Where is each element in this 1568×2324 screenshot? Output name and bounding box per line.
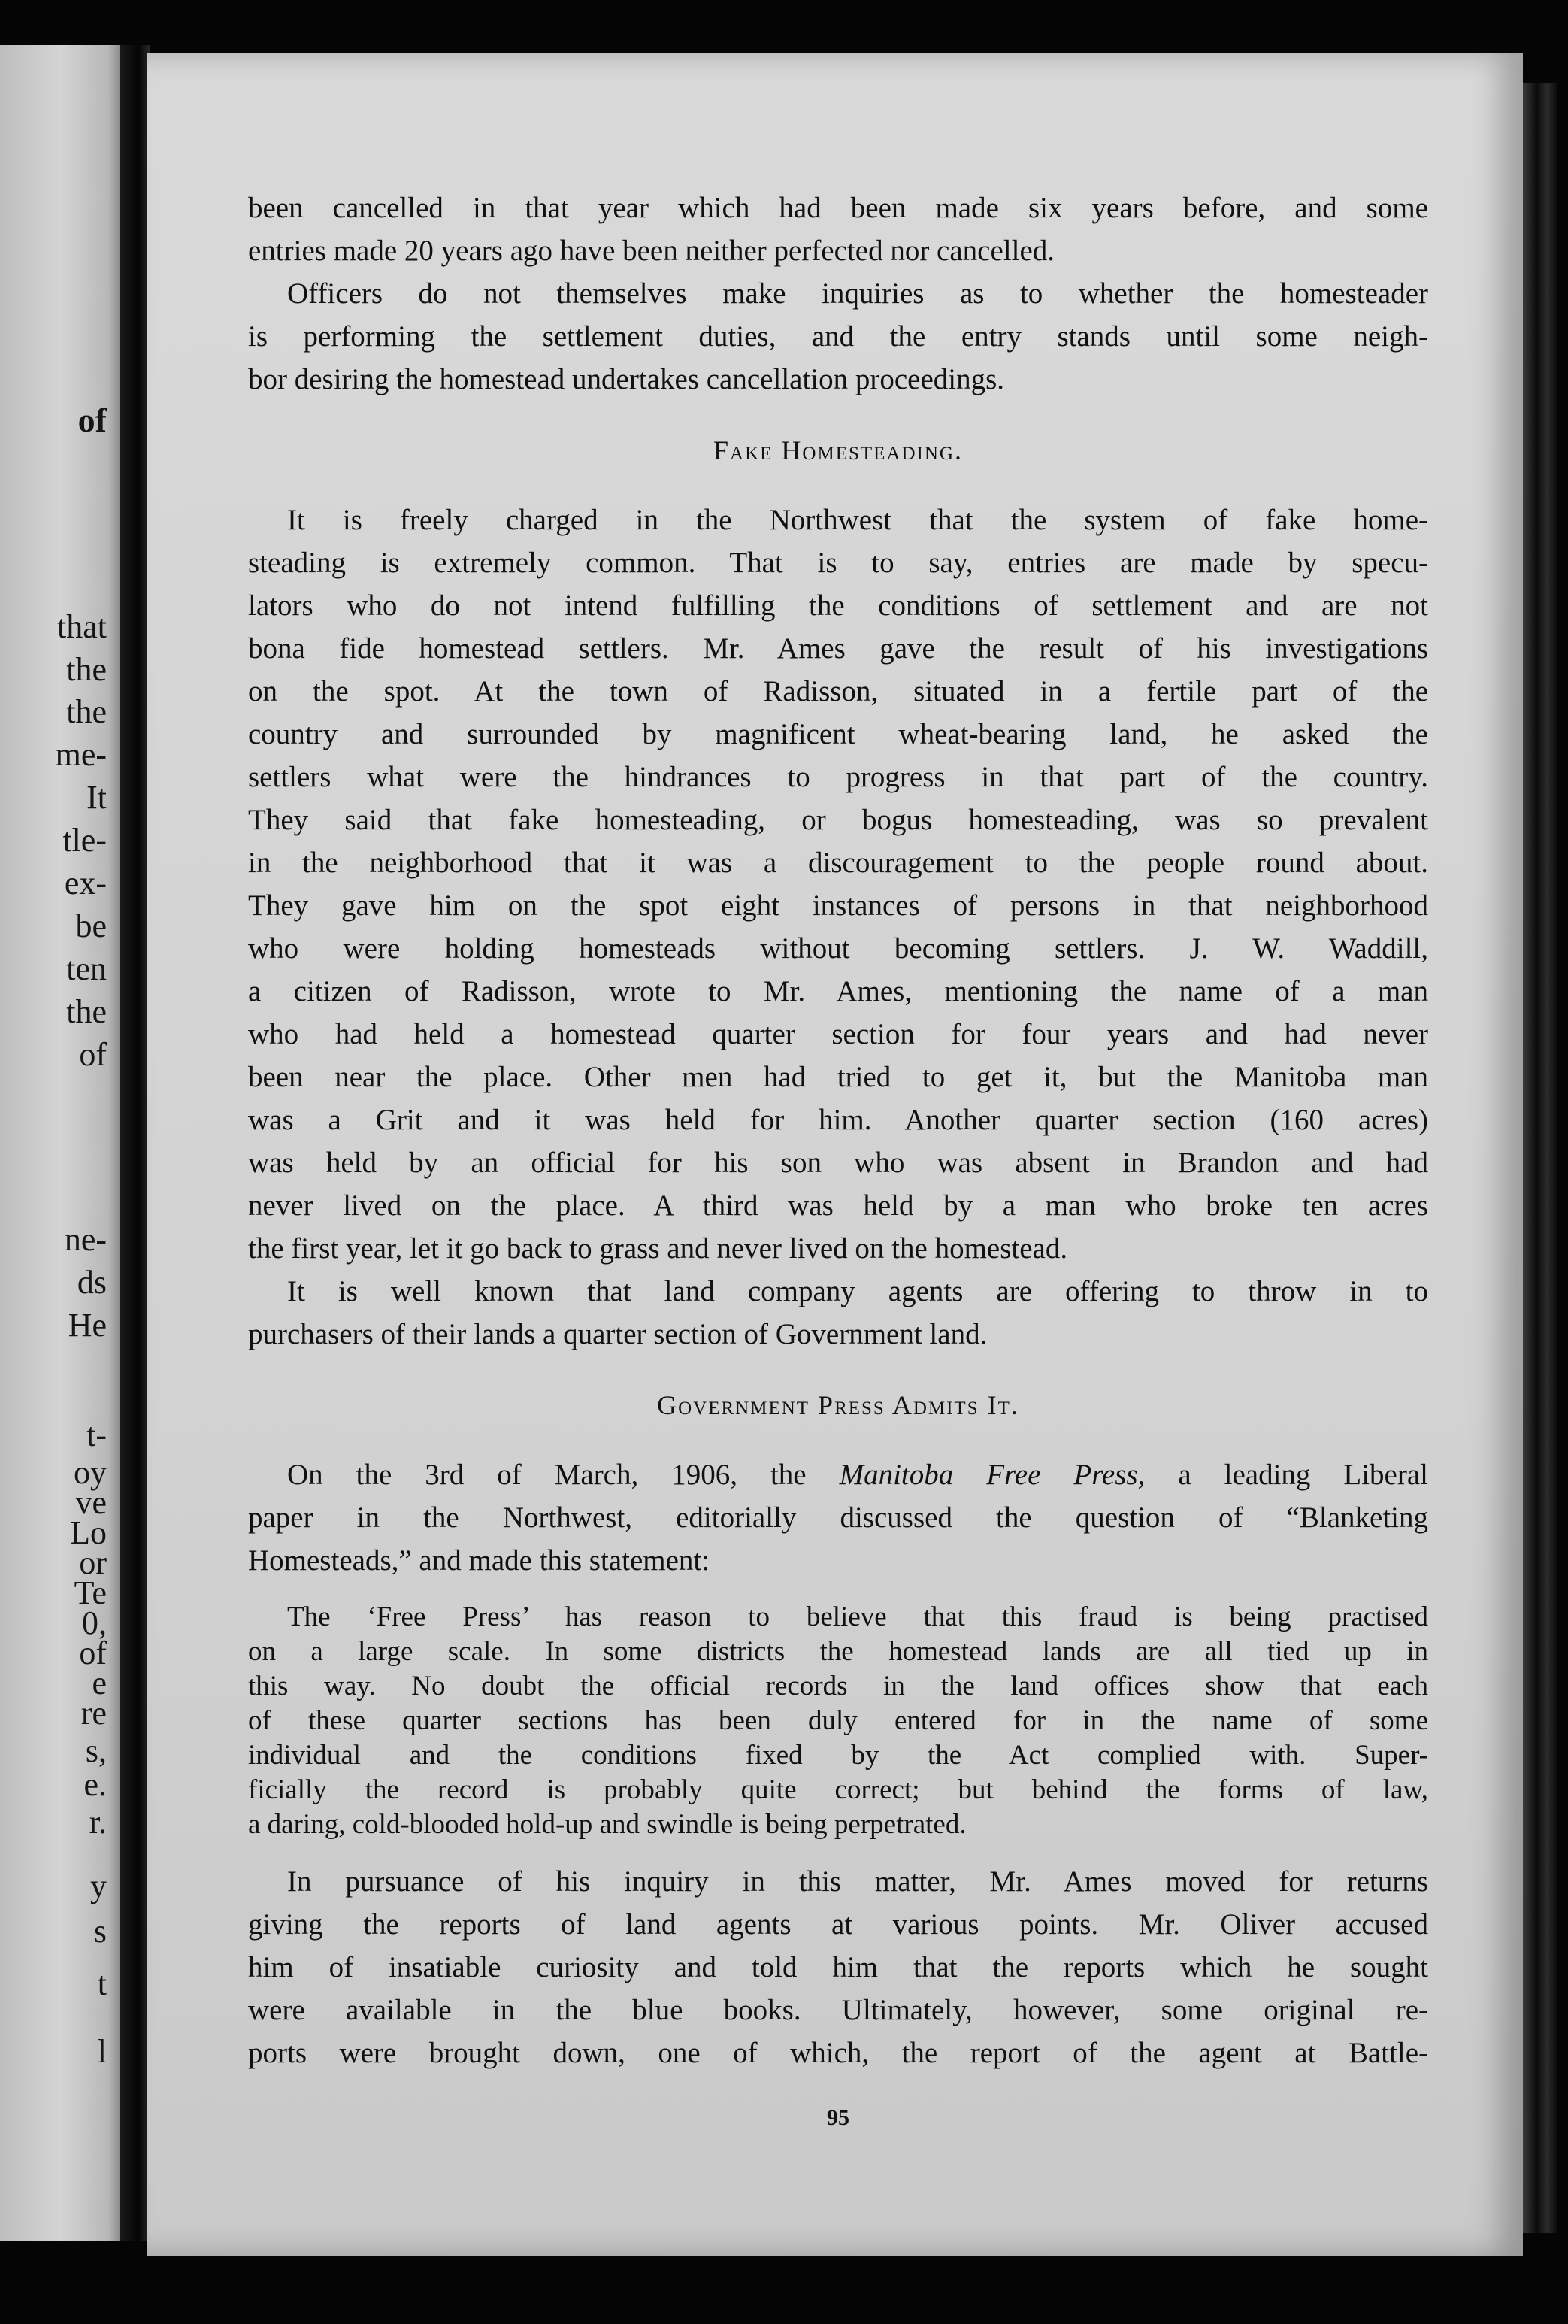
text-line: settlers what were the hindrances to progress in that part of the country.	[248, 761, 1428, 793]
facing-page-fragment: the	[66, 651, 107, 688]
facing-page-fragment: l	[97, 2033, 107, 2070]
facing-page-fragment: t	[97, 1965, 107, 2002]
facing-page-fragment: ne-	[64, 1221, 107, 1258]
text-line: ficially the record is probably quite correct; but behind the forms of law,	[248, 1774, 1428, 1805]
text-line: The ‘Free Press’ has reason to believe that this fraud is being practised	[287, 1601, 1428, 1632]
text-line: of these quarter sections has been duly entered for in the name of some	[248, 1705, 1428, 1736]
text-line: a citizen of Radisson, wrote to Mr. Ames, mentioning the name of a man	[248, 975, 1428, 1007]
facing-page-fragment: oy	[74, 1454, 107, 1491]
text-line: a daring, cold-blooded hold-up and swindle is being perpetrated.	[248, 1809, 967, 1840]
text-line: never lived on the place. A third was held by a man who broke ten acres	[248, 1189, 1428, 1222]
text-line: was held by an official for his son who was absent in Brandon and had	[248, 1147, 1428, 1179]
paragraph-4	[248, 1270, 1428, 1356]
text-line: In pursuance of his inquiry in this matter, Mr. Ames moved for returns	[287, 1865, 1428, 1898]
facing-page-edge	[0, 45, 120, 2241]
facing-page-fragment: the	[66, 993, 107, 1030]
facing-page-fragment: me-	[55, 736, 107, 773]
text-line: was a Grit and it was held for him. Another quarter section (160 acres)	[248, 1104, 1428, 1136]
facing-page-fragment: of	[77, 401, 107, 439]
text-line: on a large scale. In some districts the homestead lands are all tied up in	[248, 1636, 1428, 1667]
section-heading-government-press: Government Press Admits It.	[657, 1390, 1019, 1420]
section-heading-fake-homesteading: Fake Homesteading.	[713, 435, 963, 465]
paragraph-1	[248, 186, 1428, 272]
facing-page-fragment: the	[66, 693, 107, 730]
facing-page-fragment: r.	[89, 1804, 107, 1841]
facing-page-fragment: It	[86, 779, 107, 816]
facing-page-fragment: 0,	[82, 1604, 107, 1641]
text-line: It is well known that land company agents are offering to throw in to	[287, 1275, 1428, 1307]
facing-page-fragment: Te	[74, 1574, 107, 1611]
page-content	[248, 186, 1428, 2130]
paragraph-3	[248, 498, 1428, 1270]
facing-page-fragment: ten	[66, 950, 107, 987]
page-number: 95	[827, 2105, 849, 2130]
text-line: bor desiring the homestead undertakes cancellation proceedings.	[248, 363, 1005, 395]
block-quote	[248, 1600, 1428, 1842]
facing-page-fragment: s,	[85, 1732, 107, 1769]
facing-page-fragment: Lo	[70, 1514, 107, 1551]
text-line: On the 3rd of March, 1906, the Manitoba Free Press, a leading Liberal	[287, 1459, 1428, 1491]
facing-page-fragment: of	[79, 1036, 107, 1073]
text-line: They said that fake homesteading, or bogus homesteading, was so prevalent	[248, 804, 1428, 836]
text-line: Homesteads,” and made this statement:	[248, 1544, 710, 1577]
text-line: been cancelled in that year which had been made six years before, and some	[248, 192, 1428, 224]
text-line: steading is extremely common. That is to say, entries are made by specu-	[248, 547, 1428, 579]
text-line: bona fide homestead settlers. Mr. Ames gave the result of his investigations	[248, 632, 1428, 665]
facing-page-fragment: re	[80, 1695, 107, 1732]
text-line: purchasers of their lands a quarter section of Government land.	[248, 1318, 988, 1350]
text-line: Officers do not themselves make inquiries as to whether the homesteader	[287, 277, 1428, 310]
facing-page-fragment: y	[90, 1868, 107, 1904]
text-line: him of insatiable curiosity and told him that the reports which he sought	[248, 1951, 1428, 1983]
paragraph-5	[248, 1453, 1428, 1582]
facing-page-fragment: s	[93, 1913, 107, 1950]
facing-page-fragment: of	[79, 1635, 107, 1671]
text-line: individual and the conditions fixed by the Act complied with. Super-	[248, 1740, 1428, 1771]
text-line: entries made 20 years ago have been neither perfected nor cancelled.	[248, 235, 1055, 267]
text-line: ports were brought down, one of which, the report of the agent at Battle-	[248, 2037, 1428, 2069]
text-line: country and surrounded by magnificent wheat-bearing land, he asked the	[248, 718, 1428, 750]
text-line: giving the reports of land agents at various points. Mr. Oliver accused	[248, 1908, 1428, 1941]
paragraph-6	[248, 1860, 1428, 2074]
text-line: the first year, let it go back to grass and never lived on the homestead.	[248, 1232, 1068, 1265]
facing-page-fragment: e	[92, 1665, 107, 1701]
facing-page-fragment: or	[79, 1544, 107, 1581]
text-line: this way. No doubt the official records in the land offices show that each	[248, 1671, 1428, 1701]
facing-page-fragment: ds	[77, 1264, 107, 1301]
facing-page-fragment: t-	[86, 1417, 107, 1453]
page-stack-edge	[1523, 83, 1557, 2233]
text-line: in the neighborhood that it was a discouragement to the people round about.	[248, 847, 1428, 879]
facing-page-fragment: that	[57, 608, 107, 645]
facing-page-fragment: e.	[83, 1766, 107, 1803]
text-line: who had held a homestead quarter section for four years and had never	[248, 1018, 1428, 1050]
facing-page-fragment: tle-	[62, 822, 107, 859]
text-line: They gave him on the spot eight instances of persons in that neighborhood	[248, 889, 1428, 922]
text-line: is performing the settlement duties, and the entry stands until some neigh-	[248, 320, 1428, 353]
paragraph-2	[248, 272, 1428, 401]
text-line: paper in the Northwest, editorially discussed the question of “Blanketing	[248, 1501, 1428, 1534]
text-line: been near the place. Other men had tried to get it, but the Manitoba man	[248, 1061, 1428, 1093]
facing-page-fragment: ve	[75, 1484, 107, 1521]
text-line: on the spot. At the town of Radisson, situated in a fertile part of the	[248, 675, 1428, 708]
book-gutter	[120, 45, 150, 2241]
text-line: lators who do not intend fulfilling the conditions of settlement and are not	[248, 589, 1428, 622]
text-line: were available in the blue books. Ultimately, however, some original re-	[248, 1994, 1428, 2026]
facing-page-fragment: He	[68, 1307, 107, 1344]
facing-page-fragment: be	[75, 907, 107, 944]
text-line: who were holding homesteads without becoming settlers. J. W. Waddill,	[248, 932, 1428, 965]
text-line: It is freely charged in the Northwest that the system of fake home-	[287, 504, 1428, 536]
facing-page-fragment: ex-	[64, 865, 107, 901]
